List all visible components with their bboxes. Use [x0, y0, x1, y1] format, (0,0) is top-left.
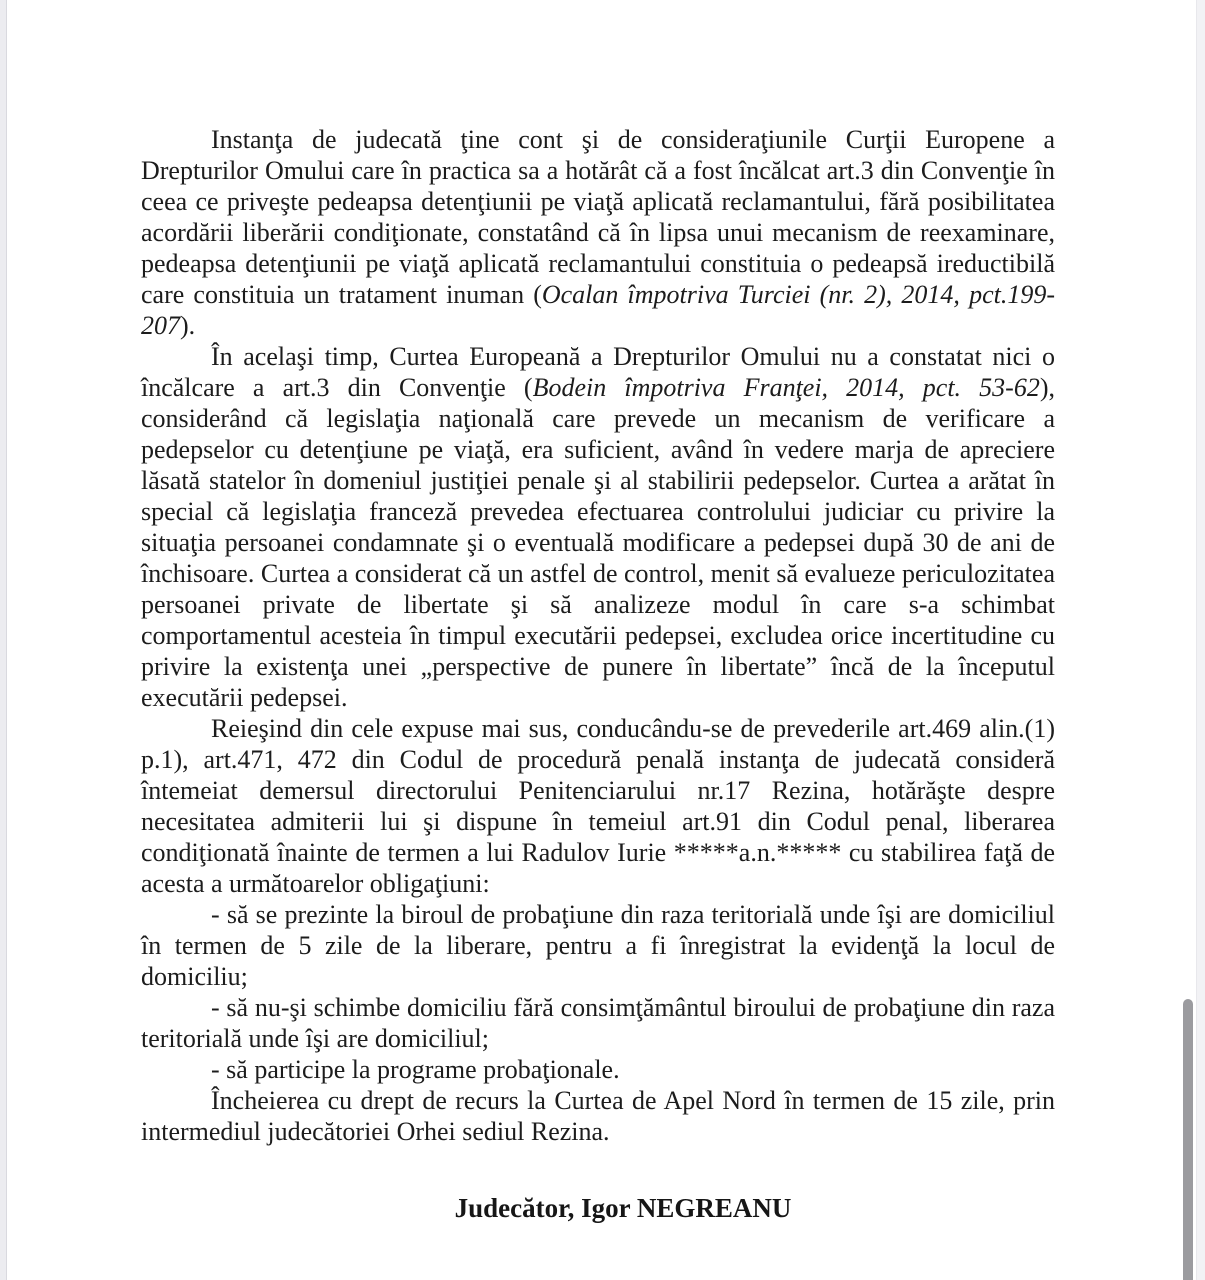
paragraph [141, 992, 1055, 1054]
signature-line: Judecător, Igor NEGREANU [454, 1193, 792, 1223]
paragraph-text: Reieşind din cele expuse mai sus, conducându-se de prevederile art.469 alin.(1) p.1), art.471, 472 din Codul de procedură penală instanţa de judecată consideră întemeiat demersul directorului Penitenciarului nr.17 Rezina, hotărăşte despre necesitatea admiterii lui şi dispune în temeiul art.91 din Codul penal, liberarea condiţionată înainte de termen a lui Radulov Iurie *****a.n.***** cu stabilirea faţă de acesta a următoarelor obligaţiuni: [141, 714, 1055, 898]
paragraph [141, 899, 1055, 992]
paragraph-text: ). [180, 311, 196, 340]
paragraph-text: Instanţa de judecată ţine cont şi de consideraţiunile Curţii Europene a Drepturilor Omului care în practica sa a hotărât că a fost încălcat art.3 din Convenţie în ceea ce priveşte pedeapsa detenţiunii pe viaţă aplicată reclamantului, fără posibilitatea acordării liberării condiţionate, constatând că în lipsa unui mecanism de reexaminare, pedeapsa detenţiunii pe viaţă aplicată reclamantului constituia o pedeapsă ireductibilă care constituia un tratament inuman ( [141, 125, 1055, 309]
paragraph [141, 124, 1055, 341]
paragraph-text: Încheierea cu drept de recurs la Curtea de Apel Nord în termen de 15 zile, prin intermediul judecătoriei Orhei sediul Rezina. [141, 1086, 1055, 1146]
paragraph-text: - să se prezinte la biroul de probaţiune din raza teritorială unde îşi are domiciliul în termen de 5 zile de la liberare, pentru a fi înregistrat la evidenţă la locul de domiciliu; [141, 900, 1055, 991]
paragraph [141, 341, 1055, 713]
paragraph-text: ), considerând că legislaţia naţională care prevede un mecanism de verificare a pedepselor cu detenţiune pe viaţă, era suficient, având în vedere marja de apreciere lăsată statelor în domeniul justiţiei penale şi al stabilirii pedepselor. Curtea a arătat în special că legislaţia franceză prevedea efectuarea controlului judiciar cu privire la situaţia persoanei condamnate şi o eventuală modificare a pedepsei după 30 de ani de închisoare. Curtea a considerat că un astfel de control, menit să evalueze periculozitatea persoanei private de libertate şi să analizeze modul în care s-a schimbat comportamentul acesteia în timpul executării pedepsei, excludea orice incertitudine cu privire la existenţa unei „perspective de punere în libertate” încă de la începutul executării pedepsei. [141, 373, 1055, 712]
page-left-edge [0, 0, 7, 1280]
paragraph [141, 1054, 1055, 1085]
paragraph-text: În acelaşi timp, Curtea Europeană a Drepturilor Omului nu a constatat nici o încălcare a art.3 din Convenţie ( [141, 342, 1055, 402]
page-right-edge [1196, 0, 1205, 1280]
scrollbar-thumb[interactable] [1183, 999, 1193, 1280]
case-citation-text: Bodein împotriva Franţei, 2014, pct. 53-62 [532, 373, 1040, 402]
paragraph-text: - să nu-şi schimbe domiciliu fără consimţământul biroului de probaţiune din raza teritorială unde îşi are domiciliul; [141, 993, 1055, 1053]
paragraph-text: - să participe la programe probaţionale. [211, 1055, 620, 1084]
paragraph [141, 1085, 1055, 1147]
case-citation-text: Ocalan împotriva Turciei (nr. 2), 2014, pct.199-207 [141, 280, 1055, 340]
paragraph [141, 713, 1055, 899]
document-page [7, 0, 1196, 1280]
document-body [141, 124, 1055, 1147]
